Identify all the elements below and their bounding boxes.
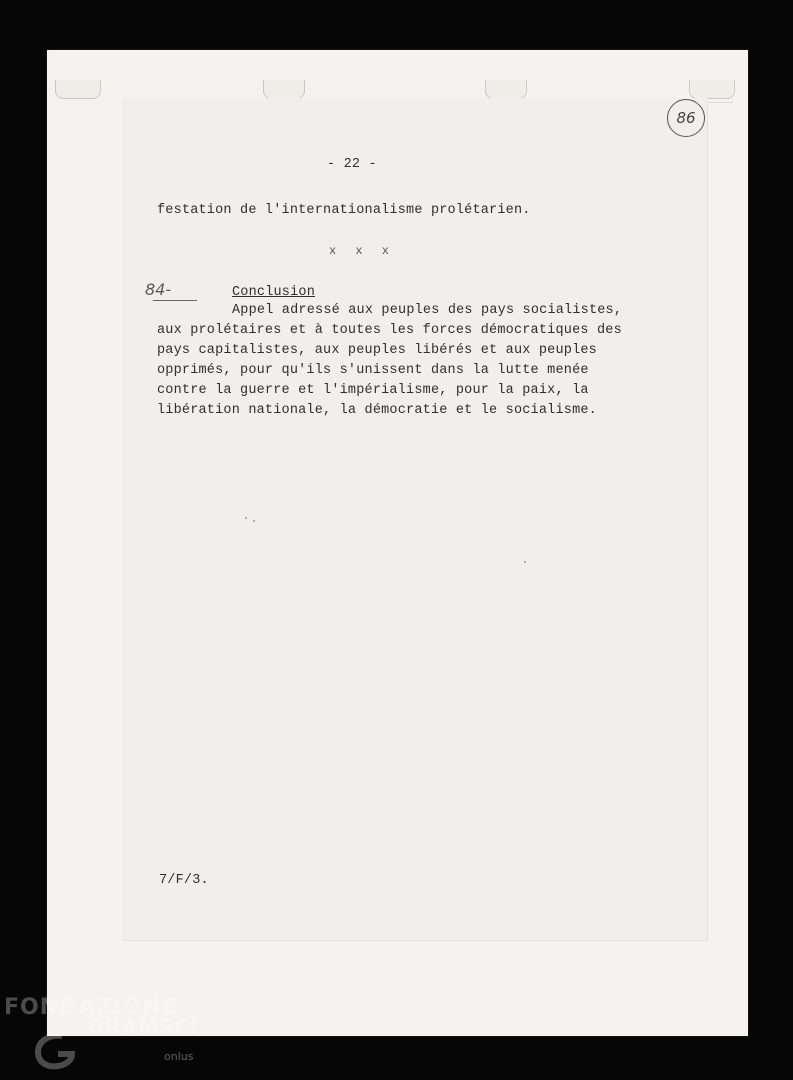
binding-tab <box>485 80 527 99</box>
document-reference: 7/F/3. <box>159 873 209 888</box>
gramsci-logo-icon <box>32 1030 86 1072</box>
body-line: Appel adressé aux peuples des pays socialistes, <box>232 303 623 318</box>
section-number-underline <box>153 300 197 301</box>
archive-watermark <box>4 995 202 1075</box>
continued-line: festation de l'internationalisme prolétarien. <box>157 203 531 218</box>
section-title: Conclusion <box>232 285 316 300</box>
watermark-line1: FONDAZIONE <box>4 995 178 1020</box>
section-separator: x x x <box>329 244 396 258</box>
body-line: aux prolétaires et à toutes les forces démocratiques des <box>157 323 622 338</box>
page-number: - 22 - <box>327 157 377 172</box>
body-line: contre la guerre et l'impérialisme, pour la paix, la <box>157 383 589 398</box>
body-line: libération nationale, la démocratie et le socialisme. <box>157 403 597 418</box>
paper-speck <box>524 561 526 563</box>
body-line: pays capitalistes, aux peuples libérés et aux peuples <box>157 343 597 358</box>
document-page <box>47 50 748 1036</box>
watermark-suffix: onlus <box>164 1050 194 1063</box>
paper-speck <box>245 517 247 519</box>
archive-number: 86 <box>676 109 696 127</box>
paper-speck <box>253 520 255 522</box>
binding-tab <box>263 80 305 99</box>
section-number: 84- <box>145 280 172 299</box>
binding-tab <box>689 80 735 99</box>
inner-paper <box>123 98 708 941</box>
archive-number-stamp <box>667 99 705 137</box>
binding-tab <box>55 80 101 99</box>
body-line: opprimés, pour qu'ils s'unissent dans la lutte menée <box>157 363 589 378</box>
watermark-line2: GRAMSCI <box>88 1015 199 1039</box>
